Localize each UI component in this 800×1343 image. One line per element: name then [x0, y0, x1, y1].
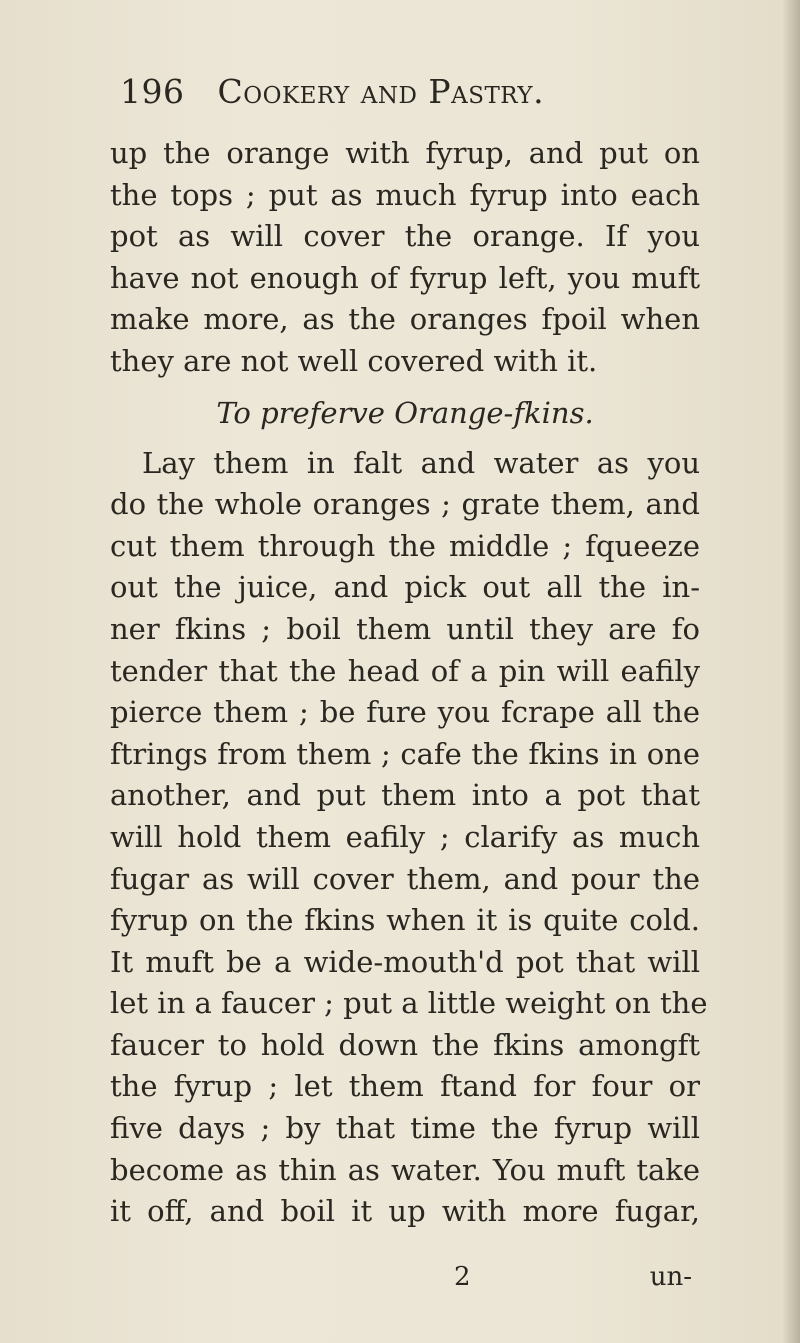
signature-mark: 2 — [454, 1262, 471, 1292]
text-line: another, and put them into a pot that — [110, 778, 700, 813]
text-line: fugar as will cover them, and pour the — [110, 861, 700, 896]
page-footer — [110, 1262, 700, 1298]
text-line: the fyrup ; let them ftand for four or — [110, 1069, 700, 1104]
text-line: will hold them eafily ; clarify as much — [110, 819, 700, 854]
text-line: up the orange with fyrup, and put on — [110, 136, 700, 170]
text-line: become as thin as water. You muft take — [110, 1152, 700, 1187]
text-line: It muft be a wide-mouth'd pot that will — [110, 944, 700, 979]
text-line: Lay them in falt and water as you — [142, 445, 700, 480]
text-line: pierce them ; be fure you fcrape all the — [110, 695, 700, 730]
text-line: they are not well covered with it. — [110, 343, 598, 378]
paragraph-continued — [110, 133, 700, 383]
recipe-paragraph — [110, 443, 708, 1233]
text-line: the tops ; put as much fyrup into each — [110, 177, 700, 212]
text-line: it off, and boil it up with more fugar, — [110, 1194, 700, 1229]
body-text — [110, 133, 708, 1233]
text-line: tender that the head of a pin will eafily — [110, 653, 700, 688]
text-line: let in a faucer ; put a little weight on the — [110, 986, 708, 1021]
page-number: 196 — [120, 72, 185, 111]
text-line: pot as will cover the orange. If you — [110, 219, 700, 254]
running-head — [120, 72, 680, 128]
text-line: do the whole oranges ; grate them, and — [110, 487, 700, 522]
text-line: make more, as the oranges fpoil when — [110, 302, 700, 337]
text-line: fyrup on the fkins when it is quite cold. — [110, 903, 700, 938]
catchword: un- — [649, 1262, 692, 1292]
section-heading: To preferve Orange-fkins. — [216, 395, 594, 430]
text-line: five days ; by that time the fyrup will — [110, 1111, 700, 1146]
text-line: faucer to hold down the fkins amongft — [110, 1027, 700, 1062]
text-line: ner fkins ; boil them until they are fo — [110, 611, 700, 646]
running-title: Cookery and Pastry. — [217, 72, 545, 111]
text-line: out the juice, and pick out all the in- — [110, 570, 700, 605]
text-line: have not enough of fyrup left, you muft — [110, 260, 700, 295]
page-edge-shadow — [782, 0, 800, 1343]
text-line: ftrings from them ; cafe the fkins in one — [110, 736, 700, 771]
text-line: cut them through the middle ; fqueeze — [110, 528, 700, 563]
